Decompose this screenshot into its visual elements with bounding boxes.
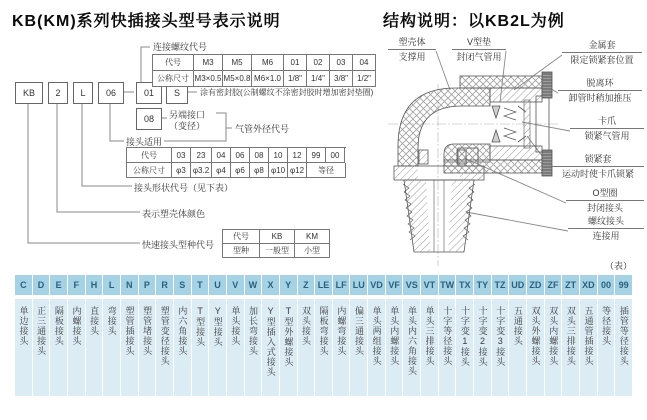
other-end-label-line1: 另端接口 xyxy=(169,110,206,120)
shape-code-header-cell: X xyxy=(262,275,279,295)
code-box-od: 06 xyxy=(98,82,124,104)
label-rule xyxy=(552,166,644,167)
shape-code-header-cell: XD xyxy=(580,275,597,295)
shape-desc-cell: 单边接头 xyxy=(15,299,32,396)
shape-code-header-cell: TW xyxy=(439,275,456,295)
code-box-shape: L xyxy=(73,82,93,104)
code-box-thread: 01 xyxy=(136,82,162,104)
thread-size-row: 公称尺寸 M3×0.5 M5×0.8 M6×1.0 1/8" 1/4" 3/8" 1/2" xyxy=(153,71,376,87)
shape-code-header-cell: VD xyxy=(368,275,385,295)
shape-code-header-cell: ZT xyxy=(562,275,579,295)
shape-desc-cell: Y型接头 xyxy=(209,299,226,396)
shape-code-header-cell: U xyxy=(209,275,226,295)
shape-code-header-cell: F xyxy=(68,275,85,295)
kb2l-cross-section xyxy=(388,72,558,266)
shape-desc-cell: 单头接头 xyxy=(227,299,244,396)
shell-color-label: 表示塑壳体颜色 xyxy=(142,209,206,219)
code-box-sealant: S xyxy=(166,82,188,104)
shape-code-header-cell: D xyxy=(33,275,50,295)
part-label-vseal: V型垫 封闭气管用 xyxy=(452,37,506,63)
shape-code-header-cell: LF xyxy=(333,275,350,295)
shape-desc-cell: 塑管变径接头 xyxy=(156,299,173,396)
shape-desc-cell: 单头三排接头 xyxy=(421,299,438,396)
shape-desc-cell: 内六角接头 xyxy=(174,299,191,396)
shape-desc-cell: 插管等径接头 xyxy=(615,299,632,396)
shape-desc-cell: 十字变1接头 xyxy=(456,299,473,396)
tube-od-label: 气管外径代号 xyxy=(235,124,290,134)
shape-code-header-cell: T xyxy=(192,275,209,295)
type-code-row: 代号 KB KM xyxy=(223,230,330,244)
thread-code-label: 连接螺纹代号 xyxy=(153,42,208,52)
shape-desc-cell: 五通管插接头 xyxy=(580,299,597,396)
code-box-kb: KB xyxy=(15,82,43,104)
shape-desc-cell: 直接头 xyxy=(86,299,103,396)
label-rule xyxy=(570,128,644,129)
shape-desc-cell: Y型插入式接头 xyxy=(262,299,279,396)
part-label-thread-joint: 螺纹接头 连接用 xyxy=(568,216,644,242)
shape-desc-cell: 单头内螺接头 xyxy=(386,299,403,396)
apply-label: 接头适用 xyxy=(126,137,163,147)
shape-code-header-cell: VT xyxy=(421,275,438,295)
shape-desc-cell: 塑管插接头 xyxy=(121,299,138,396)
tube-od-table xyxy=(126,147,346,178)
label-rule xyxy=(568,228,644,229)
code-box-other-end: 08 xyxy=(136,108,162,130)
left-section-title: KB(KM)系列快插接头型号表示说明 xyxy=(12,13,281,30)
shape-desc-cell: 双头三排接头 xyxy=(562,299,579,396)
shape-code-header-cell: TZ xyxy=(492,275,509,295)
shape-code-header-cell: 99 xyxy=(615,275,632,295)
part-label-oring: O型圈 封闭接头 xyxy=(566,188,644,214)
label-rule xyxy=(452,49,506,50)
type-code-label: 快速接头型种代号 xyxy=(142,240,215,250)
label-rule xyxy=(562,52,642,53)
part-label-lock-sleeve: 锁紧套 运动时使卡爪锁紧 xyxy=(552,154,644,180)
shape-desc-cell: 双头内螺接头 xyxy=(545,299,562,396)
shape-code-header-cell: Y xyxy=(280,275,297,295)
thread-code-table xyxy=(152,54,376,87)
shape-table-header-row xyxy=(15,275,632,295)
label-rule xyxy=(558,90,642,91)
shape-code-header-cell: 00 xyxy=(598,275,615,295)
shape-code-label: 接头形状代号（见下表） xyxy=(134,183,234,193)
shape-desc-cell: 单头内六角接头 xyxy=(403,299,420,396)
shape-code-header-cell: LE xyxy=(315,275,332,295)
equal-diameter-cell: 等径 xyxy=(307,163,346,178)
shape-desc-cell: 正三通接头 xyxy=(33,299,50,396)
type-table xyxy=(222,229,330,258)
shape-desc-cell: 单头两组接头 xyxy=(368,299,385,396)
shape-code-header-cell: ZF xyxy=(545,275,562,295)
shape-desc-cell: 双头外螺接头 xyxy=(527,299,544,396)
shape-desc-cell: 隔板接头 xyxy=(50,299,67,396)
shape-code-header-cell: TY xyxy=(474,275,491,295)
shape-code-header-cell: TX xyxy=(456,275,473,295)
label-rule xyxy=(388,49,436,50)
shape-code-header-cell: N xyxy=(121,275,138,295)
part-label-shell: 塑壳体 支撑用 xyxy=(388,37,436,63)
shape-desc-cell: 加长弯接头 xyxy=(245,299,262,396)
shape-code-table xyxy=(15,275,632,396)
part-label-metal-sleeve: 金属套 限定锁紧套位置 xyxy=(562,40,642,66)
shape-desc-cell: 五通接头 xyxy=(509,299,526,396)
tube-od-code-row: 代号 03 23 04 06 08 10 12 99 00 xyxy=(127,148,346,163)
shape-desc-cell: T型外螺接头 xyxy=(280,299,297,396)
right-section-title: 结构说明：以KB2L为例 xyxy=(383,13,565,30)
shape-code-header-cell: VS xyxy=(403,275,420,295)
tube-od-size-row: 公称尺寸 φ3 φ3.2 φ4 φ6 φ8 φ10 φ12 等径 xyxy=(127,163,346,178)
shape-code-header-cell: W xyxy=(245,275,262,295)
part-label-release-ring: 脱离环 卸管时稍加推压 xyxy=(558,78,642,104)
type-kind-row: 型种 一般型 小型 xyxy=(223,244,330,258)
part-label-claw: 卡爪 锁紧气管用 xyxy=(570,116,644,142)
shape-table-body-row xyxy=(15,299,632,396)
shape-desc-cell: T型接头 xyxy=(192,299,209,396)
sealant-note: 涂有密封胶(公制螺纹不涂密封胶时增加密封垫圈) xyxy=(200,88,374,97)
shape-code-header-cell: UD xyxy=(509,275,526,295)
shape-code-header-cell: P xyxy=(139,275,156,295)
shape-desc-cell: 十字变2接头 xyxy=(474,299,491,396)
other-end-label-line2: （变径） xyxy=(169,121,206,131)
shape-code-header-cell: C xyxy=(15,275,32,295)
shape-code-header-cell: VF xyxy=(386,275,403,295)
shape-code-header-cell: Z xyxy=(298,275,315,295)
label-rule xyxy=(566,200,644,201)
shape-desc-cell: 弯接头 xyxy=(103,299,120,396)
shape-desc-cell: 十字等径接头 xyxy=(439,299,456,396)
shape-code-header-cell: LU xyxy=(350,275,367,295)
shape-code-header-cell: H xyxy=(86,275,103,295)
shape-desc-cell: 内螺接头 xyxy=(68,299,85,396)
table-note: （表） xyxy=(604,261,632,271)
shape-code-header-cell: V xyxy=(227,275,244,295)
shape-code-header-cell: R xyxy=(156,275,173,295)
shape-code-header-cell: L xyxy=(103,275,120,295)
code-box-color: 2 xyxy=(48,82,68,104)
shape-code-header-cell: ZD xyxy=(527,275,544,295)
shape-desc-cell: 塑管堵接头 xyxy=(139,299,156,396)
shape-code-header-cell: E xyxy=(50,275,67,295)
shape-desc-cell: 等径接头 xyxy=(598,299,615,396)
thread-code-row: 代号 M3 M5 M6 01 02 03 04 xyxy=(153,55,376,71)
shape-code-header-cell: S xyxy=(174,275,191,295)
shape-desc-cell: 偏三通接头 xyxy=(350,299,367,396)
shape-desc-cell: 内螺弯接头 xyxy=(333,299,350,396)
shape-desc-cell: 双头接头 xyxy=(298,299,315,396)
shape-desc-cell: 十字变3接头 xyxy=(492,299,509,396)
shape-desc-cell: 隔板弯接头 xyxy=(315,299,332,396)
